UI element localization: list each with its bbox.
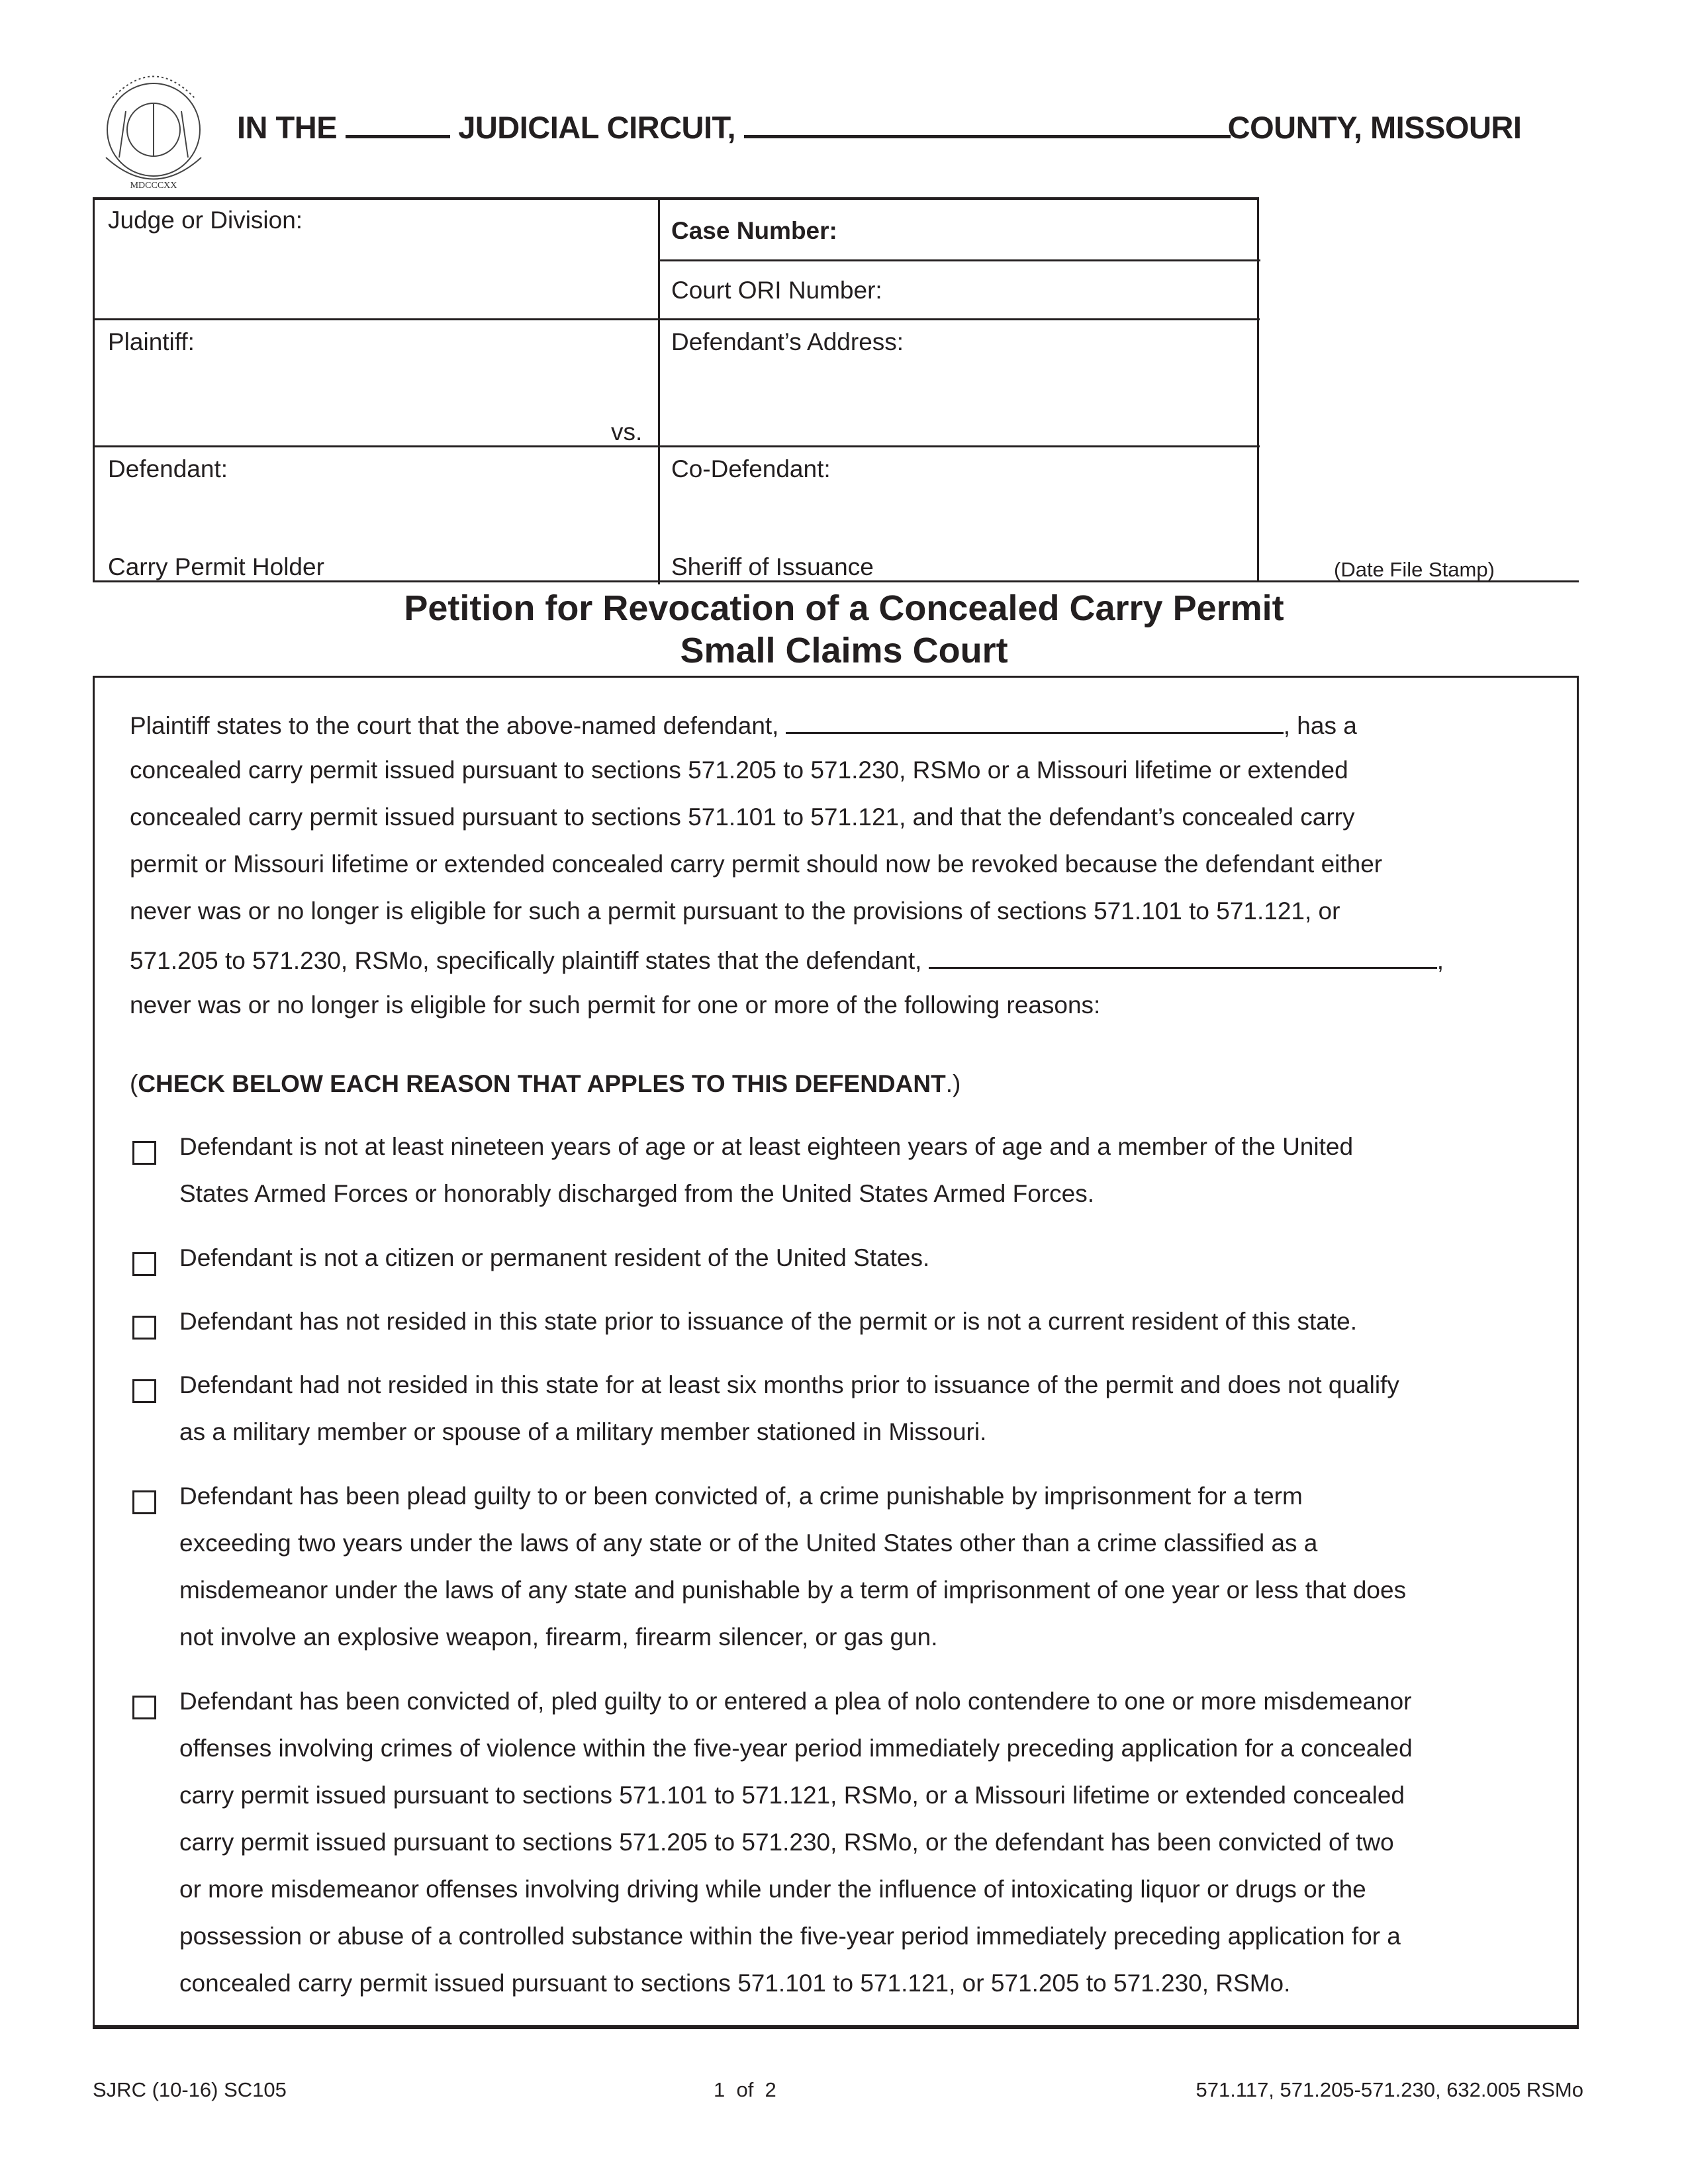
row-divider (658, 259, 1260, 261)
case-caption-table (93, 197, 1259, 582)
reason-text: carry permit issued pursuant to sections 571.205 to 571.230, RSMo, or the defendant has been convicted of two (179, 1829, 1394, 1856)
co-defendant-label[interactable]: Co-Defendant: (671, 455, 831, 482)
header-in-the: IN THE (237, 110, 338, 145)
paren: .) (945, 1070, 961, 1097)
row-divider (95, 445, 1260, 447)
column-divider (658, 200, 660, 584)
reason-text: exceeding two years under the laws of any state or of the United States other than a crime classified as a (179, 1529, 1318, 1557)
county-name-blank[interactable] (744, 135, 1231, 138)
intro-line (130, 944, 1444, 975)
defendant-name-blank[interactable] (786, 709, 1284, 734)
reason-text: concealed carry permit issued pursuant to sections 571.101 to 571.121, or 571.205 to 571.230, RSMo. (179, 1970, 1291, 1997)
reason-checkbox[interactable] (132, 1252, 156, 1276)
check-instructions-bold: CHECK BELOW EACH REASON THAT APPLES TO THIS DEFENDANT (138, 1070, 946, 1097)
reason-text: Defendant is not at least nineteen years of age or at least eighteen years of age and a member of the United (179, 1133, 1354, 1160)
paren: ( (130, 1070, 138, 1097)
reason-checkbox[interactable] (132, 1696, 156, 1719)
intro-line: concealed carry permit issued pursuant to sections 571.101 to 571.121, and that the defendant’s concealed carry (130, 803, 1355, 831)
intro-text: 571.205 to 571.230, RSMo, specifically plaintiff states that the defendant, (130, 947, 929, 974)
reason-text: as a military member or spouse of a military member stationed in Missouri. (179, 1418, 987, 1445)
reason-text: Defendant is not a citizen or permanent resident of the United States. (179, 1244, 930, 1271)
reason-text: possession or abuse of a controlled substance within the five-year period immediately preceding application for a (179, 1923, 1401, 1950)
reason-text: or more misdemeanor offenses involving driving while under the influence of intoxicating liquor or drugs or the (179, 1876, 1366, 1903)
court-header (237, 109, 1521, 146)
reason-checkbox[interactable] (132, 1490, 156, 1514)
defendant-label[interactable]: Defendant: (108, 455, 228, 482)
judge-division-label[interactable]: Judge or Division: (108, 206, 303, 234)
intro-line: concealed carry permit issued pursuant to sections 571.205 to 571.230, RSMo or a Missouri lifetime or extended (130, 756, 1348, 784)
reason-text: offenses involving crimes of violence within the five-year period immediately preceding application for a concealed (179, 1735, 1413, 1762)
reason-text: Defendant has been plead guilty to or been convicted of, a crime punishable by imprisonment for a term (179, 1482, 1303, 1510)
defendant-address-label[interactable]: Defendant’s Address: (671, 328, 904, 355)
date-file-stamp-label: (Date File Stamp) (1334, 558, 1495, 581)
missouri-state-seal (86, 58, 222, 194)
intro-line (130, 709, 1357, 740)
form-subtitle: Small Claims Court (680, 631, 1008, 670)
header-county: COUNTY, MISSOURI (1227, 110, 1522, 145)
reason-text: carry permit issued pursuant to sections 571.101 to 571.121, RSMo, or a Missouri lifetime or extended concealed (179, 1782, 1405, 1809)
statute-reference: 571.117, 571.205-571.230, 632.005 RSMo (1196, 2078, 1583, 2101)
reason-text: Defendant had not resided in this state for at least six months prior to issuance of the permit and does not qualify (179, 1371, 1399, 1398)
intro-text: Plaintiff states to the court that the above-named defendant, (130, 712, 786, 739)
circuit-number-blank[interactable] (346, 135, 450, 138)
case-number-label[interactable]: Case Number: (671, 217, 837, 244)
reason-checkbox[interactable] (132, 1141, 156, 1165)
reason-checkbox[interactable] (132, 1379, 156, 1403)
intro-line: never was or no longer is eligible for such permit for one or more of the following reasons: (130, 991, 1101, 1019)
check-instructions (130, 1070, 961, 1098)
reason-text: misdemeanor under the laws of any state and punishable by a term of imprisonment of one year or less that does (179, 1576, 1407, 1604)
page-number: 1 of 2 (714, 2078, 776, 2101)
reason-checkbox[interactable] (132, 1316, 156, 1340)
header-judicial-circuit: JUDICIAL CIRCUIT, (458, 110, 736, 145)
versus-label: vs. (611, 418, 643, 445)
intro-text: , has a (1283, 712, 1357, 739)
intro-line: never was or no longer is eligible for such a permit pursuant to the provisions of sections 571.101 to 571.121, or (130, 897, 1340, 925)
defendant-role: Carry Permit Holder (108, 553, 324, 580)
intro-line: permit or Missouri lifetime or extended concealed carry permit should now be revoked because the defendant either (130, 850, 1383, 878)
plaintiff-label[interactable]: Plaintiff: (108, 328, 195, 355)
reason-text: Defendant has not resided in this state prior to issuance of the permit or is not a current resident of this state. (179, 1308, 1357, 1335)
defendant-name-blank-2[interactable] (929, 944, 1437, 969)
reason-text: States Armed Forces or honorably discharged from the United States Armed Forces. (179, 1180, 1094, 1207)
form-id: SJRC (10-16) SC105 (93, 2078, 287, 2101)
intro-text: , (1436, 947, 1444, 974)
seal-year: MDCCCXX (130, 181, 177, 191)
reason-text: not involve an explosive weapon, firearm, firearm silencer, or gas gun. (179, 1623, 938, 1651)
form-title: Petition for Revocation of a Concealed Carry Permit (404, 588, 1284, 628)
court-ori-label[interactable]: Court ORI Number: (671, 277, 882, 304)
co-defendant-role: Sheriff of Issuance (671, 553, 874, 580)
row-divider (95, 318, 1260, 320)
petition-body-box (93, 676, 1579, 2029)
reason-text: Defendant has been convicted of, pled guilty to or entered a plea of nolo contendere to one or more misdemeanor (179, 1688, 1412, 1715)
